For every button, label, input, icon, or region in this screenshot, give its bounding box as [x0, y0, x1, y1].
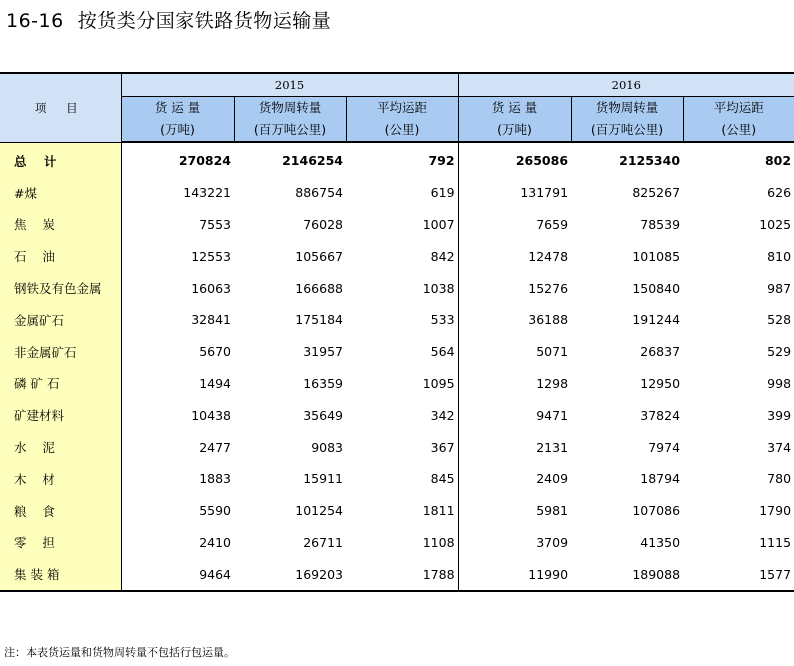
table-cell: 12478 — [528, 248, 569, 264]
row-label: 非金属矿石 — [0, 336, 121, 368]
column-header-turnover: 货物周转量 (百万吨公里) — [571, 97, 683, 143]
table-cell: 2146254 — [282, 153, 343, 169]
table-cell: 399 — [767, 407, 792, 423]
item-header: 项 目 — [0, 73, 121, 142]
table-cell: 564 — [346, 336, 458, 368]
table-cell: 7659 — [536, 216, 569, 232]
table-cell: 619 — [346, 177, 458, 209]
table-title: 按货类分国家铁路货物运输量 — [77, 10, 332, 32]
table-cell: 1025 — [759, 216, 792, 232]
row-label: 木 材 — [0, 463, 121, 495]
table-cell: 10438 — [191, 407, 231, 423]
table-row — [0, 240, 794, 272]
table-cell: 26711 — [303, 534, 343, 550]
table-cell: 998 — [767, 375, 792, 391]
row-label: 磷 矿 石 — [0, 368, 121, 400]
table-cell: 1577 — [683, 558, 794, 591]
table-cell: 37824 — [640, 407, 681, 423]
table-cell: 15911 — [303, 471, 343, 487]
year-header-2016: 2016 — [458, 73, 794, 97]
freight-table — [0, 72, 794, 592]
table-cell: 2125340 — [619, 153, 681, 169]
table-row — [0, 463, 794, 495]
table-cell: 1494 — [199, 375, 231, 391]
table-cell: 1298 — [536, 375, 569, 391]
table-cell: 9471 — [536, 407, 569, 423]
table-cell: 810 — [767, 248, 792, 264]
footnote: 注：本表货运量和货物周转量不包括行包运量。 — [4, 646, 235, 659]
row-label: #煤 — [0, 177, 121, 209]
table-cell: 2409 — [536, 471, 569, 487]
table-cell: 533 — [346, 304, 458, 336]
table-cell: 626 — [767, 185, 792, 201]
row-label: 焦 炭 — [0, 209, 121, 241]
table-cell: 169203 — [234, 558, 346, 591]
table-cell: 2131 — [536, 439, 569, 455]
table-cell: 5670 — [199, 344, 231, 360]
table-cell: 16063 — [191, 280, 231, 296]
table-cell: 175184 — [295, 312, 343, 328]
column-header-volume: 货 运 量 (万吨) — [121, 97, 234, 143]
column-header-turnover: 货物周转量 (百万吨公里) — [234, 97, 346, 143]
table-cell: 101254 — [295, 503, 343, 519]
table-cell: 1883 — [199, 471, 231, 487]
table-cell: 5981 — [536, 503, 569, 519]
table-cell: 529 — [767, 344, 792, 360]
table-cell: 1790 — [759, 503, 792, 519]
row-label: 水 泥 — [0, 431, 121, 463]
table-cell: 7974 — [648, 439, 681, 455]
column-header-distance: 平均运距 (公里) — [346, 97, 458, 143]
table-cell: 5071 — [536, 344, 569, 360]
table-cell: 11990 — [458, 558, 571, 591]
table-row — [0, 209, 794, 241]
table-cell: 825267 — [632, 185, 681, 201]
table-cell: 367 — [346, 431, 458, 463]
table-cell: 32841 — [191, 312, 231, 328]
table-cell: 18794 — [640, 471, 681, 487]
row-label: 钢铁及有色金属 — [0, 272, 121, 304]
table-cell: 374 — [767, 439, 792, 455]
table-cell: 270824 — [178, 153, 231, 169]
table-cell: 143221 — [183, 185, 231, 201]
table-row — [0, 336, 794, 368]
table-cell: 792 — [346, 142, 458, 177]
table-cell: 105667 — [295, 248, 343, 264]
table-row — [0, 177, 794, 209]
row-label: 总 计 — [0, 142, 121, 177]
table-cell: 886754 — [295, 185, 343, 201]
table-cell: 1811 — [346, 495, 458, 527]
table-row — [0, 558, 794, 591]
table-cell: 845 — [346, 463, 458, 495]
table-row — [0, 527, 794, 559]
table-cell: 1788 — [346, 558, 458, 591]
column-header-volume: 货 运 量 (万吨) — [458, 97, 571, 143]
row-label: 石 油 — [0, 240, 121, 272]
table-cell: 78539 — [640, 216, 681, 232]
table-cell: 1038 — [346, 272, 458, 304]
table-cell: 150840 — [632, 280, 681, 296]
table-cell: 107086 — [632, 503, 681, 519]
table-cell: 265086 — [515, 153, 569, 169]
table-cell: 131791 — [520, 185, 569, 201]
table-cell: 12553 — [191, 248, 231, 264]
table-row — [0, 399, 794, 431]
table-cell: 41350 — [640, 534, 681, 550]
table-cell: 842 — [346, 240, 458, 272]
table-cell: 987 — [767, 280, 792, 296]
table-cell: 101085 — [632, 248, 681, 264]
column-header-distance: 平均运距 (公里) — [683, 97, 794, 143]
table-row — [0, 368, 794, 400]
table-cell: 1095 — [346, 368, 458, 400]
table-cell: 166688 — [295, 280, 343, 296]
table-cell: 16359 — [303, 375, 343, 391]
table-cell: 780 — [767, 471, 792, 487]
table-row — [0, 304, 794, 336]
table-cell: 189088 — [571, 558, 683, 591]
row-label: 金属矿石 — [0, 304, 121, 336]
row-label: 矿建材料 — [0, 399, 121, 431]
table-cell: 2477 — [199, 439, 231, 455]
table-cell: 26837 — [640, 344, 681, 360]
table-cell: 36188 — [528, 312, 569, 328]
table-row-total — [0, 142, 794, 177]
table-row — [0, 272, 794, 304]
page-title — [6, 6, 331, 33]
table-cell: 191244 — [632, 312, 681, 328]
row-label: 粮 食 — [0, 495, 121, 527]
table-cell: 528 — [767, 312, 792, 328]
table-cell: 3709 — [536, 534, 569, 550]
table-row — [0, 495, 794, 527]
table-cell: 342 — [346, 399, 458, 431]
row-label: 集 装 箱 — [0, 558, 121, 591]
table-cell: 15276 — [528, 280, 569, 296]
table-cell: 9464 — [121, 558, 234, 591]
table-cell: 35649 — [303, 407, 343, 423]
table-cell: 1007 — [346, 209, 458, 241]
table-cell: 802 — [764, 153, 792, 169]
table-number: 16-16 — [6, 10, 64, 32]
year-header-2015: 2015 — [121, 73, 458, 97]
table-cell: 2410 — [199, 534, 231, 550]
table-cell: 1115 — [759, 534, 792, 550]
table-row — [0, 431, 794, 463]
table-cell: 76028 — [303, 216, 343, 232]
table-cell: 5590 — [199, 503, 231, 519]
table-cell: 7553 — [199, 216, 231, 232]
row-label: 零 担 — [0, 527, 121, 559]
table-cell: 12950 — [640, 375, 681, 391]
table-cell: 1108 — [346, 527, 458, 559]
table-cell: 31957 — [303, 344, 343, 360]
table-cell: 9083 — [311, 439, 343, 455]
